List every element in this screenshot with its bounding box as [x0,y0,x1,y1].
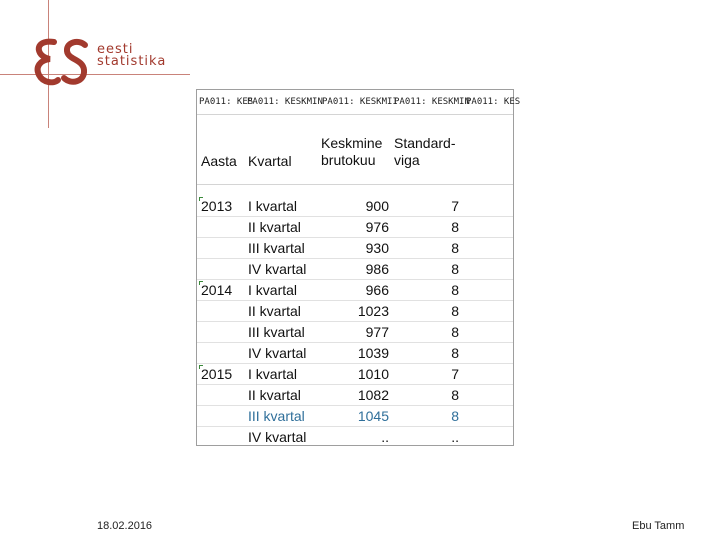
table-row [197,342,513,364]
value-cell: 900 [365,198,389,214]
error-cell: 8 [451,240,459,256]
value-cell: 977 [365,324,389,340]
column-header-value-line-2: brutokuu [321,152,376,168]
logo-line-2: statistika [97,54,167,69]
logo-line-1: eesti [97,42,134,57]
table-row [197,363,513,385]
quarter-cell: IV kvartal [248,345,307,361]
value-cell: 1010 [357,366,389,382]
quarter-cell: II kvartal [248,219,301,235]
column-header-error [394,135,455,169]
quarter-cell: I kvartal [248,282,298,298]
value-cell: .. [381,429,389,445]
column-header-row [197,114,513,185]
error-cell: 8 [451,387,459,403]
table-code-cell: PA011: KESKMIN [247,97,323,107]
table-code-cell: PA011: KESKMII [322,97,398,107]
quarter-cell: II kvartal [248,387,301,403]
footer-date: 18.02.2016 [97,520,153,532]
table-code-cell: PA011: KES [466,97,521,107]
estat-logo-icon [30,36,90,92]
quarter-cell: I kvartal [248,366,298,382]
year-cell: 2013 [201,198,233,214]
statistics-table [196,89,521,446]
column-header-error-line-2: viga [394,152,420,168]
error-cell: 8 [451,261,459,277]
error-cell: 8 [451,324,459,340]
column-header-value-line-1: Keskmine [321,135,383,151]
quarter-cell: IV kvartal [248,261,307,277]
column-header-quarter: Kvartal [248,153,292,169]
table-row-highlighted [197,405,513,427]
table-row [197,321,513,343]
error-cell: 8 [451,282,459,298]
quarter-cell: III kvartal [248,408,305,424]
year-cell: 2015 [201,366,233,382]
column-header-error-line-1: Standard- [394,135,456,151]
table-row [197,279,513,301]
quarter-cell: IV kvartal [248,429,307,445]
quarter-cell: I kvartal [248,198,298,214]
quarter-cell: III kvartal [248,240,305,256]
value-cell: 1082 [357,387,389,403]
value-cell: 1039 [357,345,389,361]
footer-author: Ebu Tamm [632,520,685,532]
column-header-value [321,135,382,169]
table-row [197,195,513,217]
value-cell: 1023 [357,303,389,319]
table-code-cell: PA011: KESKMIN [394,97,470,107]
error-cell: 7 [451,198,459,214]
table-code-header-row [197,90,521,115]
year-cell: 2014 [201,282,233,298]
table-row [197,300,513,322]
table-row [197,216,513,238]
table-row [197,426,513,447]
table-row [197,237,513,259]
quarter-cell: III kvartal [248,324,305,340]
error-cell: 8 [451,219,459,235]
value-cell: 1045 [357,408,389,424]
quarter-cell: II kvartal [248,303,301,319]
table-row [197,384,513,406]
column-header-year: Aasta [201,153,237,169]
value-cell: 976 [365,219,389,235]
logo-divider-horizontal [0,74,190,75]
logo-wordmark [97,44,166,68]
value-cell: 986 [365,261,389,277]
value-cell: 966 [365,282,389,298]
table-code-cell: PA011: KES [199,97,254,107]
error-cell: 8 [451,408,459,424]
error-cell: 8 [451,345,459,361]
error-cell: .. [451,429,459,445]
table-row [197,258,513,280]
value-cell: 930 [365,240,389,256]
error-cell: 8 [451,303,459,319]
error-cell: 7 [451,366,459,382]
